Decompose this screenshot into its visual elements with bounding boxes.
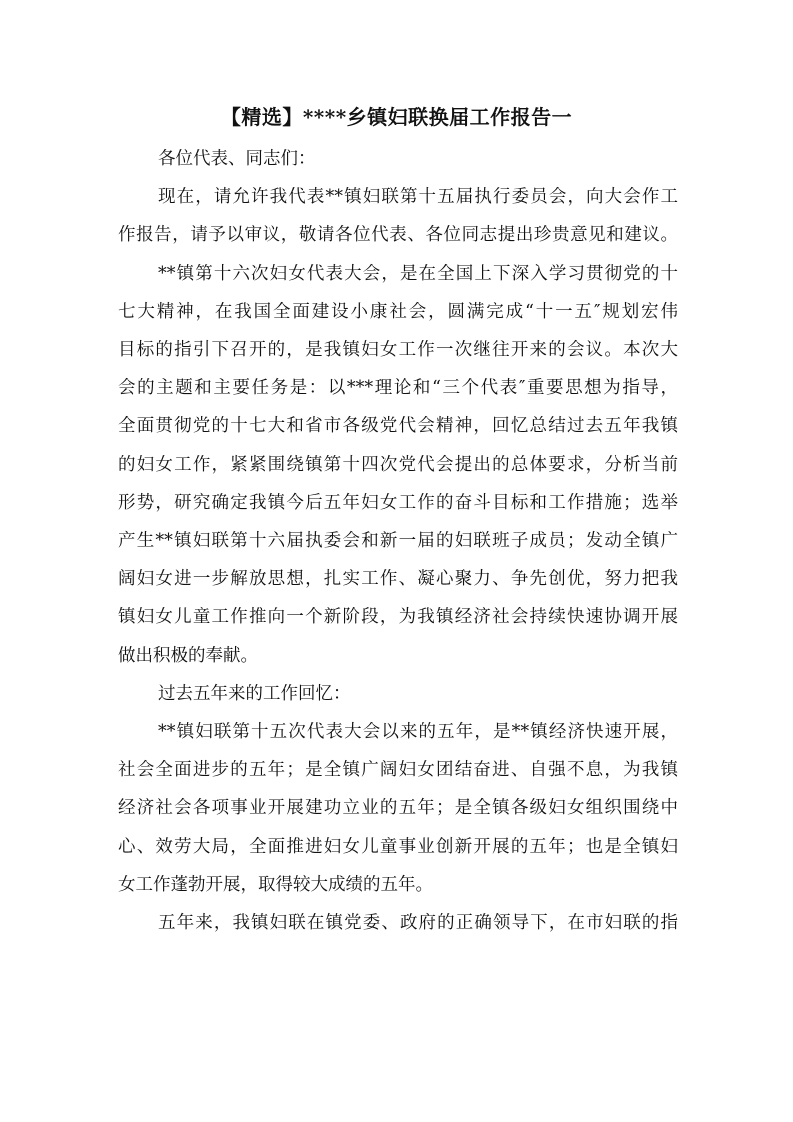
paragraph-line: 作报告，请予以审议，敬请各位代表、各位同志提出珍贵意见和建议。 [118,225,678,246]
paragraph-intro [118,178,678,254]
paragraph-greeting [118,140,678,178]
paragraph-line: 做出积极的奉献。 [118,645,258,666]
paragraph-leadership [118,904,678,942]
paragraph-line: 产生**镇妇联第十六届执委会和新一届的妇联班子成员；发动全镇广 [118,531,678,552]
paragraph-congress [118,255,678,675]
paragraph-line: 经济社会各项事业开展建功立业的五年；是全镇各级妇女组织围绕中 [118,798,678,819]
paragraph-line: 阔妇女进一步解放思想，扎实工作、凝心聚力、争先创优，努力把我 [118,569,678,590]
paragraph-line: 形势，研究确定我镇今后五年妇女工作的奋斗目标和工作措施；选举 [118,492,678,513]
document-title: 【精选】****乡镇妇联换届工作报告一 [220,105,573,129]
paragraph-five-years [118,713,678,904]
document-body [118,140,678,942]
paragraph-line: 五年来，我镇妇联在镇党委、政府的正确领导下，在市妇联的指 [158,913,678,934]
paragraph-line: 七大精神，在我国全面建设小康社会，圆满完成“十一五″规划宏伟 [118,301,678,322]
paragraph-line: **镇第十六次妇女代表大会，是在全国上下深入学习贯彻党的十 [158,263,678,284]
paragraph-review-heading [118,675,678,713]
paragraph-line: 的妇女工作，紧紧围绕镇第十四次党代会提出的总体要求，分析当前 [118,454,678,475]
paragraph-line: 全面贯彻党的十七大和省市各级党代会精神，回忆总结过去五年我镇 [118,416,678,437]
paragraph-line: 目标的指引下召开的，是我镇妇女工作一次继往开来的会议。本次大 [118,340,678,361]
paragraph-line: 女工作蓬勃开展，取得较大成绩的五年。 [118,874,433,895]
paragraph-line: 过去五年来的工作回忆： [158,683,351,704]
paragraph-line: **镇妇联第十五次代表大会以来的五年，是**镇经济快速开展， [158,722,678,743]
paragraph-line: 现在，请允许我代表**镇妇联第十五届执行委员会，向大会作工 [158,187,678,208]
paragraph-line: 社会全面进步的五年；是全镇广阔妇女团结奋进、自强不息，为我镇 [118,760,678,781]
paragraph-line: 镇妇女儿童工作推向一个新阶段，为我镇经济社会持续快速协调开展 [118,607,678,628]
paragraph-line: 各位代表、同志们： [158,149,316,169]
paragraph-line: 会的主题和主要任务是：以***理论和“三个代表″重要思想为指导， [118,378,678,399]
paragraph-line: 心、效劳大局，全面推进妇女儿童事业创新开展的五年；也是全镇妇 [118,836,678,857]
